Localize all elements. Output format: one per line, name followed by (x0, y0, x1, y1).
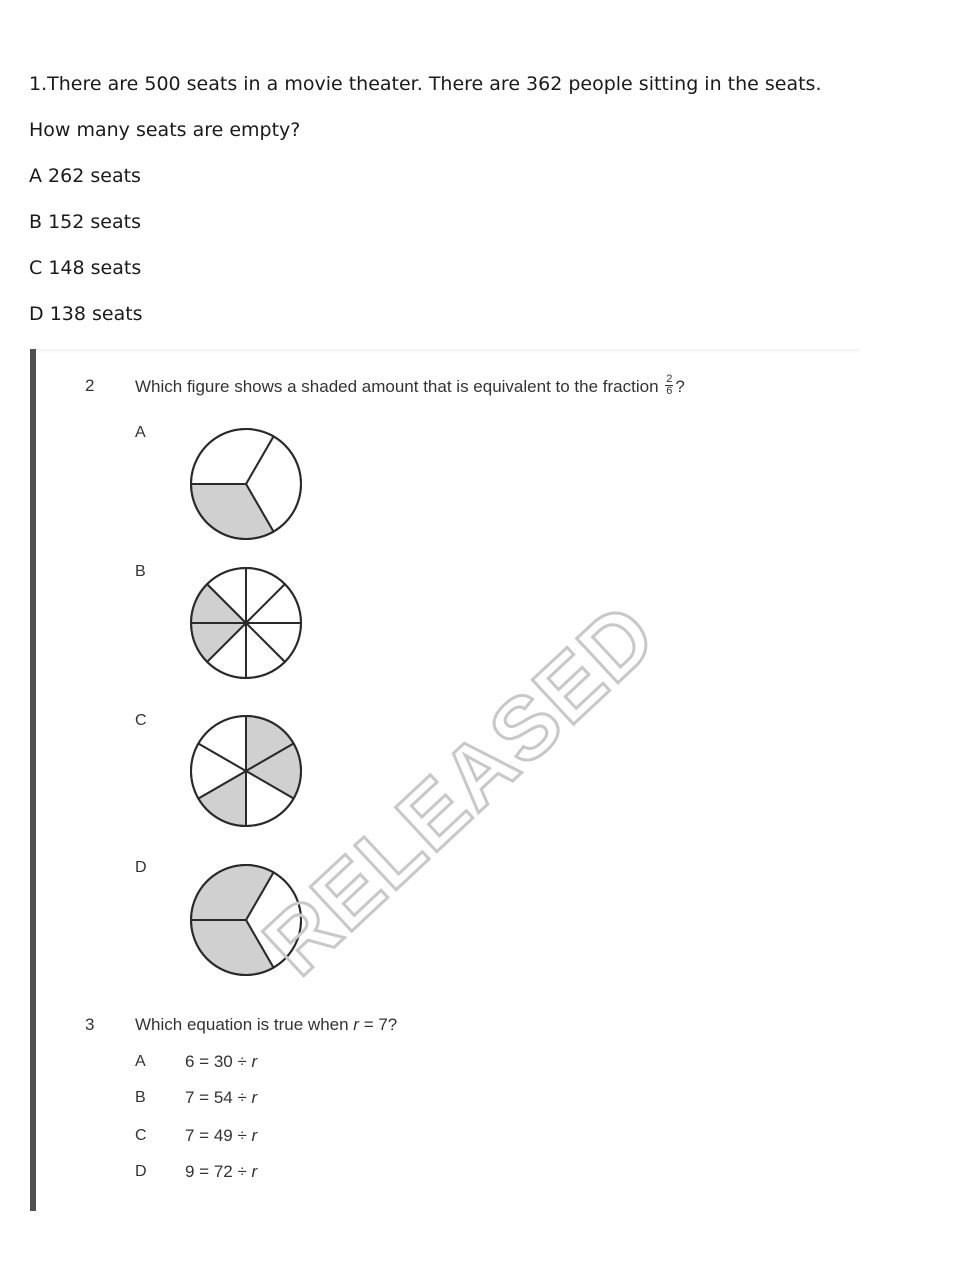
released-watermark: RELEASED (244, 583, 675, 994)
pie-option-d (188, 862, 304, 978)
pie-option-c (188, 713, 304, 829)
question-2-option-b-label: B (135, 563, 146, 580)
question-2-option-d-label: D (135, 859, 147, 876)
question-3-option-a-equation: 6 = 30 ÷ r (185, 1052, 258, 1071)
question-1-option-c: C 148 seats (29, 257, 142, 279)
page-left-border (30, 349, 36, 1211)
question-1-option-b: B 152 seats (29, 211, 141, 233)
question-3-option-c-label: C (135, 1127, 147, 1144)
question-2-text: Which figure shows a shaded amount that is equivalent to the fraction $\frac{2}{6}$ ? (135, 373, 685, 397)
page-top-edge (36, 349, 860, 353)
question-2-number: 2 (85, 376, 95, 395)
question-3-option-b-equation: 7 = 54 ÷ r (185, 1088, 258, 1107)
question-3-option-d-equation: 9 = 72 ÷ r (185, 1162, 258, 1181)
question-1-prompt: How many seats are empty? (29, 119, 301, 141)
question-2-option-c-label: C (135, 712, 147, 729)
question-2-option-a-label: A (135, 424, 146, 441)
pie-option-b (188, 565, 304, 681)
question-3-option-c-equation: 7 = 49 ÷ r (185, 1126, 258, 1145)
question-3-option-b-label: B (135, 1089, 146, 1106)
question-3-option-d-label: D (135, 1163, 147, 1180)
question-3-text: Which equation is true when r = 7? (135, 1015, 398, 1034)
question-1-option-a: A 262 seats (29, 165, 141, 187)
fraction-two-sixths: $\frac{2}{6}$ (666, 373, 673, 397)
question-1-option-d: D 138 seats (29, 303, 143, 325)
scanned-test-page (30, 349, 860, 1211)
question-3-option-a-label: A (135, 1053, 146, 1070)
question-1-stem: 1.There are 500 seats in a movie theater. There are 362 people sitting in the seats. (29, 73, 822, 95)
pie-option-a (188, 426, 304, 542)
question-3-number: 3 (85, 1015, 95, 1034)
